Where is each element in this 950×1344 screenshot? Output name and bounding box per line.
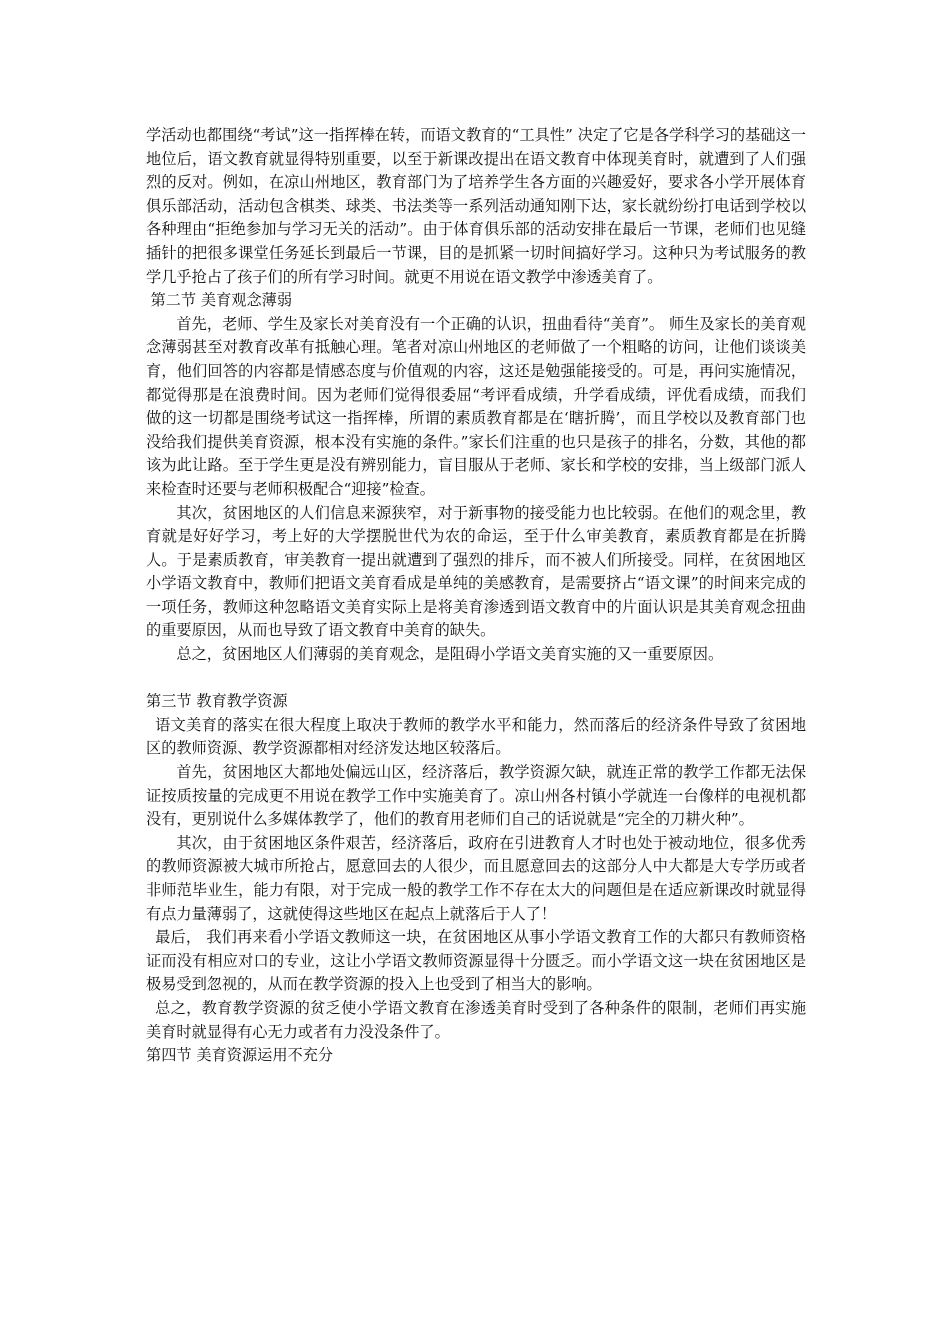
- paragraph-aesthetic-concept-2: 其次，贫困地区的人们信息来源狭窄，对于新事物的接受能力也比较弱。在他们的观念里，教育就是好好学习，考上好的大学摆脱世代为农的命运，至于什么审美教育，素质教育都是在折腾人。于是素质教育，审美教育一提出就遭到了强烈的排斥，而不被人们所接受。同样，在贫困地区小学语文教育中，教师们把语文美育看成是单纯的美感教育，是需要挤占“语文课”的时间来完成的一项任务，教师这种忽略语文美育实际上是将美育渗透到语文教育中的片面认识是其美育观念扭曲的重要原因，从而也导致了语文教育中美育的缺失。: [146, 503, 806, 640]
- section-heading-4: 第四节 美育资源运用不充分: [146, 1046, 334, 1065]
- section-heading-3: 第三节 教育教学资源: [146, 692, 288, 711]
- paragraph-aesthetic-concept-1: 首先，老师、学生及家长对美育没有一个正确的认识，扭曲看待“美育”。 师生及家长的美育观念薄弱甚至对教育改革有抵触心理。笔者对凉山州地区的老师做了一个粗略的访问，让他们谈谈美育，他们回答的内容都是情感态度与价值观的内容，这还是勉强能接受的。可是，再问实施情况，都觉得那是在浪费时间。因为老师们觉得很委屈“考评看成绩，升学看成绩，评优看成绩，而我们做的这一切都是围绕考试这一指挥棒，所谓的素质教育都是在‘瞎折腾’，而且学校以及教育部门也没给我们提供美育资源，根本没有实施的条件。”家长们注重的也只是孩子的排名，分数，其他的都该为此让路。至于学生更是没有辨别能力，盲目服从于老师、家长和学校的安排，当上级部门派人来检查时还要与老师积极配合“迎接”检查。: [146, 314, 806, 498]
- paragraph-exam-pressure: 学活动也都围绕“考试”这一指挥棒在转，而语文教育的“工具性” 决定了它是各学科学习的基础这一地位后，语文教育就显得特别重要，以至于新课改提出在语文教育中体现美育时，就遭到了人们强烈的反对。例如，在凉山州地区，教育部门为了培养学生各方面的兴趣爱好，要求各小学开展体育俱乐部活动，活动包含棋类、球类、书法类等一系列活动通知刚下达，家长就纷纷打电话到学校以各种理由“拒绝参加与学习无关的活动”。由于体育俱乐部的活动安排在最后一节课，老师们也见缝插针的把很多课堂任务延长到最后一节课，目的是抓紧一切时间搞好学习。这种只为考试服务的教学几乎抢占了孩子们的所有学习时间。就更不用说在语文教学中渗透美育了。: [146, 126, 806, 286]
- blank-line: [146, 667, 806, 691]
- paragraph-resources-2: 其次，由于贫困地区条件艰苦，经济落后，政府在引进教育人才时也处于被动地位，很多优秀的教师资源被大城市所抢占，愿意回去的人很少，而且愿意回去的这部分人中大都是大专学历或者非师范毕业生，能力有限，对于完成一般的教学工作不存在太大的问题但是在适应新课改时就显得有点力量薄弱了，这就使得这些地区在起点上就落后于人了！: [146, 833, 806, 923]
- paragraph-resources-summary: 总之，教育教学资源的贫乏使小学语文教育在渗透美育时受到了各种条件的限制，老师们再实施美育时就显得有心无力或者有力没没条件了。: [146, 998, 806, 1041]
- paragraph-resources-intro: 语文美育的落实在很大程度上取决于教师的教学水平和能力，然而落后的经济条件导致了贫困地区的教师资源、教学资源都相对经济发达地区较落后。: [146, 715, 806, 758]
- paragraph-aesthetic-summary: 总之，贫困地区人们薄弱的美育观念，是阻碍小学语文美育实施的又一重要原因。: [176, 645, 724, 664]
- paragraph-resources-3: 最后， 我们再来看小学语文教师这一块，在贫困地区从事小学语文教育工作的大都只有教师资格证而没有相应对口的专业，这让小学语文教师资源显得十分匮乏。而小学语文这一块在贫困地区是极易受到忽视的，从而在教学资源的投入上也受到了相当大的影响。: [146, 928, 806, 994]
- document-page: [146, 124, 806, 1068]
- section-heading-2: 第二节 美育观念薄弱: [150, 291, 293, 310]
- paragraph-resources-1: 首先，贫困地区大都地处偏远山区，经济落后，教学资源欠缺，就连正常的教学工作都无法保证按质按量的完成更不用说在教学工作中实施美育了。凉山州各村镇小学就连一台像样的电视机都没有，更别说什么多媒体教学了，他们的教育用老师们自己的话说就是“完全的刀耕火种”。: [146, 763, 806, 829]
